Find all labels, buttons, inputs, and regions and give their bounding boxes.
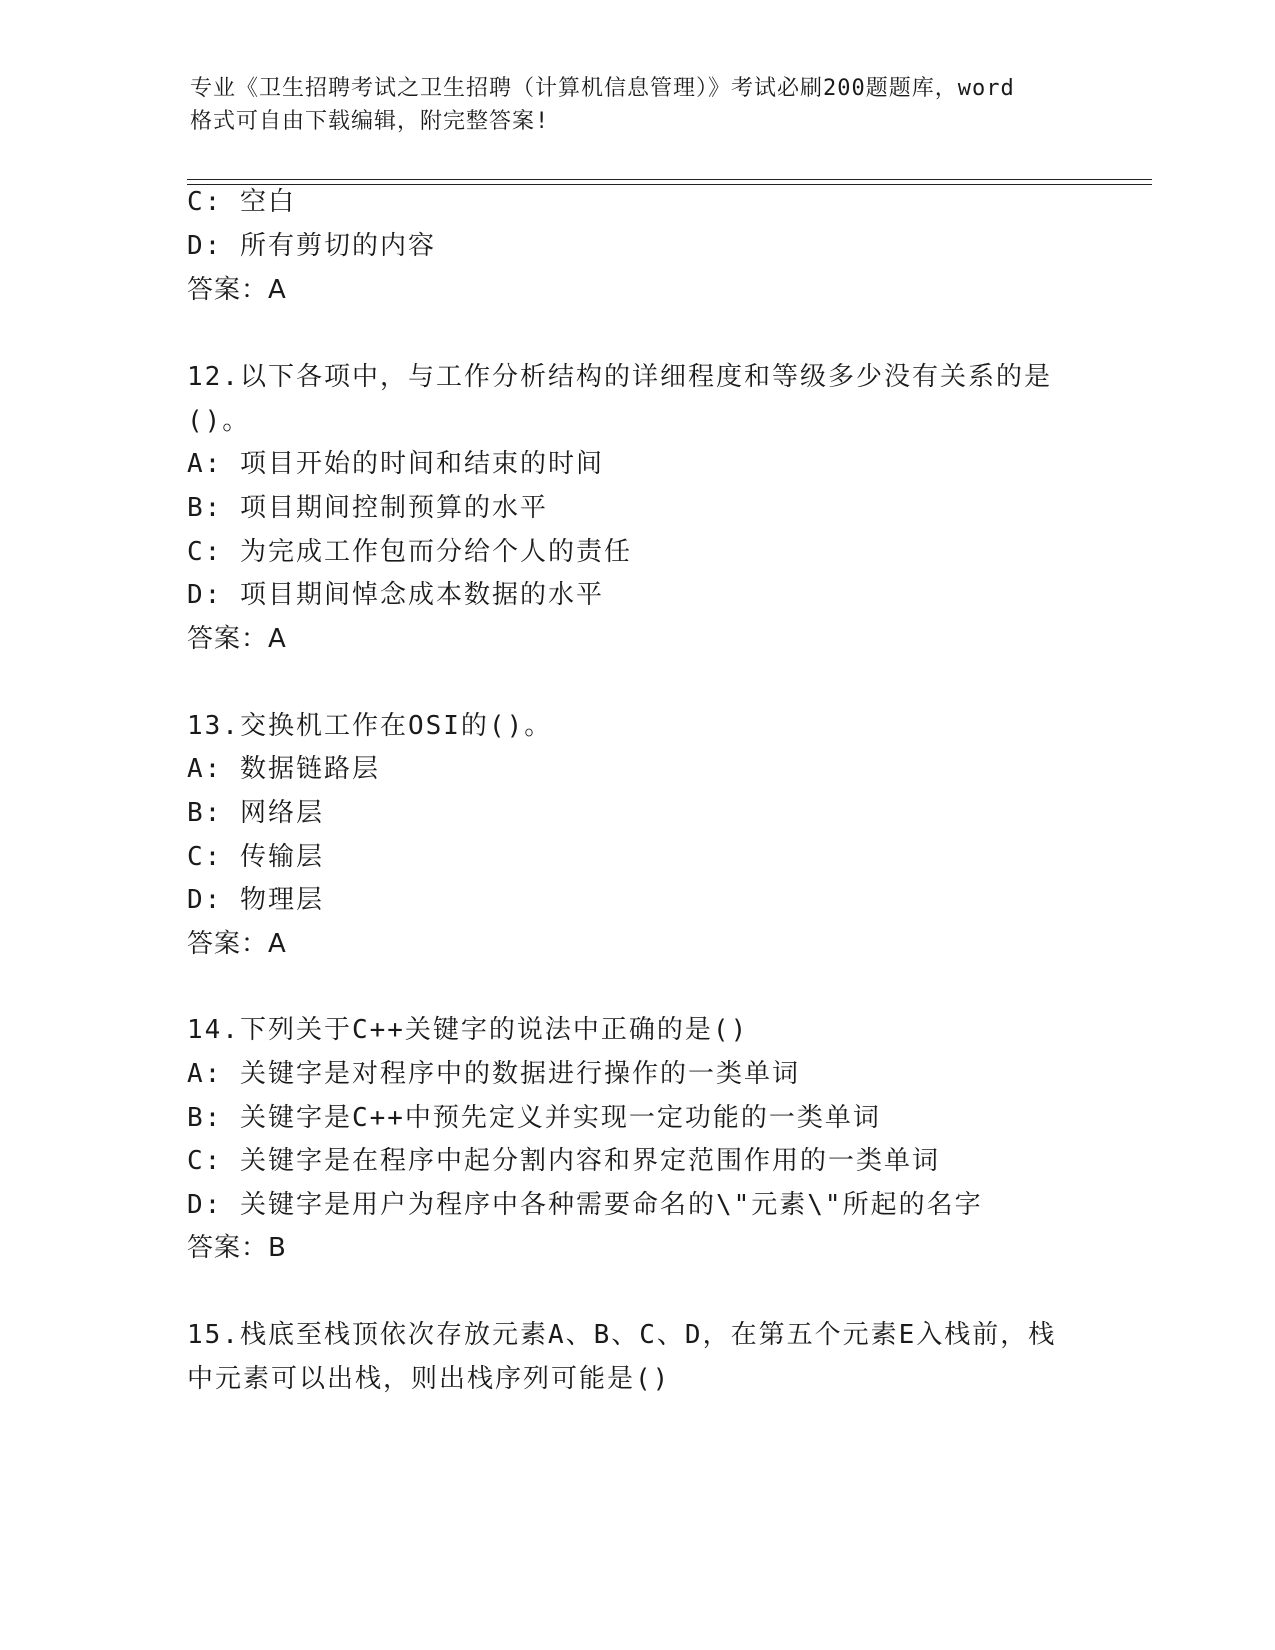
header-title-line-2: 格式可自由下载编辑，附完整答案!: [190, 109, 550, 134]
q12-option-c: C: 为完成工作包而分给个人的责任: [187, 537, 632, 567]
q14-option-b: B: 关键字是C++中预先定义并实现一定功能的一类单词: [187, 1103, 881, 1133]
document-header: [190, 72, 1090, 138]
q12-option-d: D: 项目期间悼念成本数据的水平: [187, 580, 604, 610]
q11-option-c: C: 空白: [187, 187, 296, 217]
q13-option-c: C: 传输层: [187, 842, 324, 872]
q14-stem: 14.下列关于C++关键字的说法中正确的是(): [187, 1015, 749, 1045]
header-title-line-1: 专业《卫生招聘考试之卫生招聘（计算机信息管理）》考试必刷200题题库，word: [190, 76, 1015, 101]
q11-answer: 答案：A: [187, 275, 287, 305]
q12-option-b: B: 项目期间控制预算的水平: [187, 493, 548, 523]
q15-stem-line-1: 15.栈底至栈顶依次存放元素A、B、C、D，在第五个元素E入栈前，栈: [187, 1320, 1057, 1350]
q11-option-d: D: 所有剪切的内容: [187, 231, 436, 261]
q13-option-b: B: 网络层: [187, 798, 324, 828]
q12-stem-line-1: 12.以下各项中，与工作分析结构的详细程度和等级多少没有关系的是: [187, 362, 1052, 392]
q15-stem-line-2: 中元素可以出栈，则出栈序列可能是(): [187, 1364, 671, 1394]
q12-stem-line-2: ()。: [187, 406, 251, 436]
q13-option-a: A: 数据链路层: [187, 754, 380, 784]
q13-stem: 13.交换机工作在OSI的()。: [187, 711, 553, 741]
q14-option-d: D: 关键字是用户为程序中各种需要命名的\"元素\"所起的名字: [187, 1190, 983, 1220]
q14-option-a: A: 关键字是对程序中的数据进行操作的一类单词: [187, 1059, 800, 1089]
header-divider-top: [187, 179, 1152, 180]
header-divider-bottom: [187, 184, 1152, 185]
q13-answer: 答案：A: [187, 929, 287, 959]
q12-answer: 答案：A: [187, 624, 287, 654]
q14-answer: 答案：B: [187, 1233, 287, 1263]
q13-option-d: D: 物理层: [187, 885, 324, 915]
q14-option-c: C: 关键字是在程序中起分割内容和界定范围作用的一类单词: [187, 1146, 940, 1176]
q12-option-a: A: 项目开始的时间和结束的时间: [187, 449, 604, 479]
